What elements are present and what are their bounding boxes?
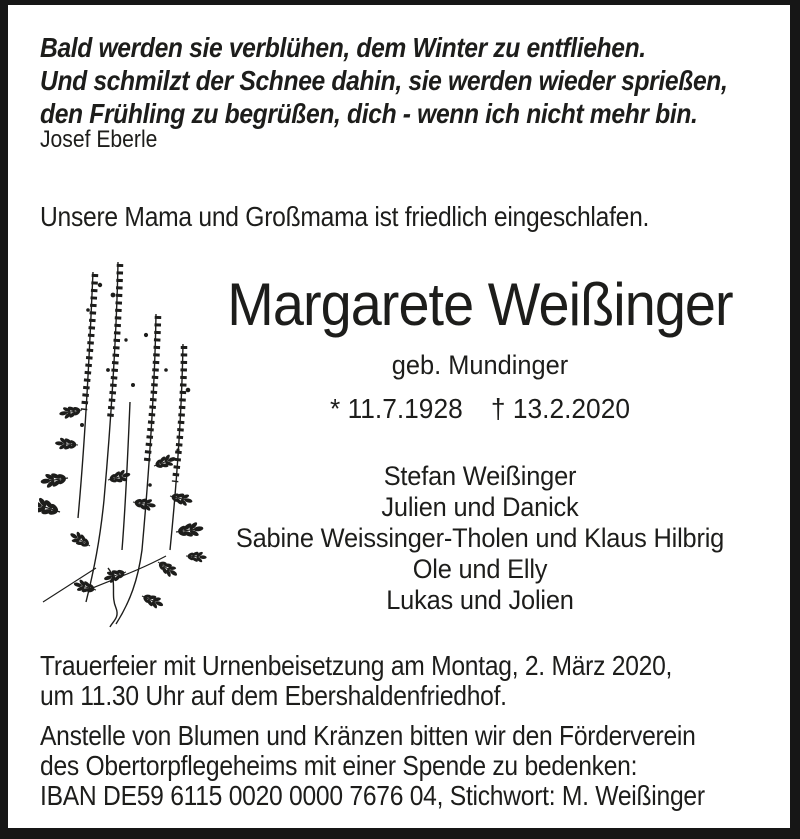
poem-author: Josef Eberle <box>40 126 158 153</box>
donation-line: Anstelle von Blumen und Kränzen bitten wir den Förderverein <box>40 720 696 751</box>
maiden-name: geb. Mundinger <box>391 350 569 380</box>
mourner-line: Stefan Weißinger <box>383 461 577 491</box>
mourner-line: Sabine Weissinger-Tholen und Klaus Hilbrig <box>235 523 725 553</box>
death-date: † 13.2.2020 <box>490 393 630 424</box>
donation-info <box>40 721 705 811</box>
poem <box>40 31 728 130</box>
mourner-line: Ole und Elly <box>412 554 548 584</box>
wildflower-sketch-illustration <box>38 250 210 630</box>
funeral-info <box>40 651 672 711</box>
funeral-line: Trauerfeier mit Urnenbeisetzung am Montag, 2. März 2020, <box>40 650 673 681</box>
poem-line: Und schmilzt der Schnee dahin, sie werden wieder sprießen, <box>40 65 728 96</box>
donation-line: des Obertorpflegeheims mit einer Spende zu bedenken: <box>40 750 638 781</box>
funeral-line: um 11.30 Uhr auf dem Ebershaldenfriedhof. <box>40 680 507 711</box>
mourners-list <box>189 461 772 616</box>
intro-sentence: Unsere Mama und Großmama ist friedlich eingeschlafen. <box>40 201 650 232</box>
poem-line: Bald werden sie verblühen, dem Winter zu entfliehen. <box>40 32 646 63</box>
mourner-line: Lukas und Jolien <box>386 585 574 615</box>
mourner-line: Julien und Danick <box>381 492 579 522</box>
donation-line: IBAN DE59 6115 0020 0000 7676 04, Stichwort: M. Weißinger <box>40 780 705 811</box>
birth-date: * 11.7.1928 <box>330 393 463 424</box>
deceased-name: Margarete Weißinger <box>227 271 733 338</box>
life-dates <box>189 392 772 426</box>
poem-line: den Frühling zu begrüßen, dich - wenn ich nicht mehr bin. <box>40 98 698 129</box>
